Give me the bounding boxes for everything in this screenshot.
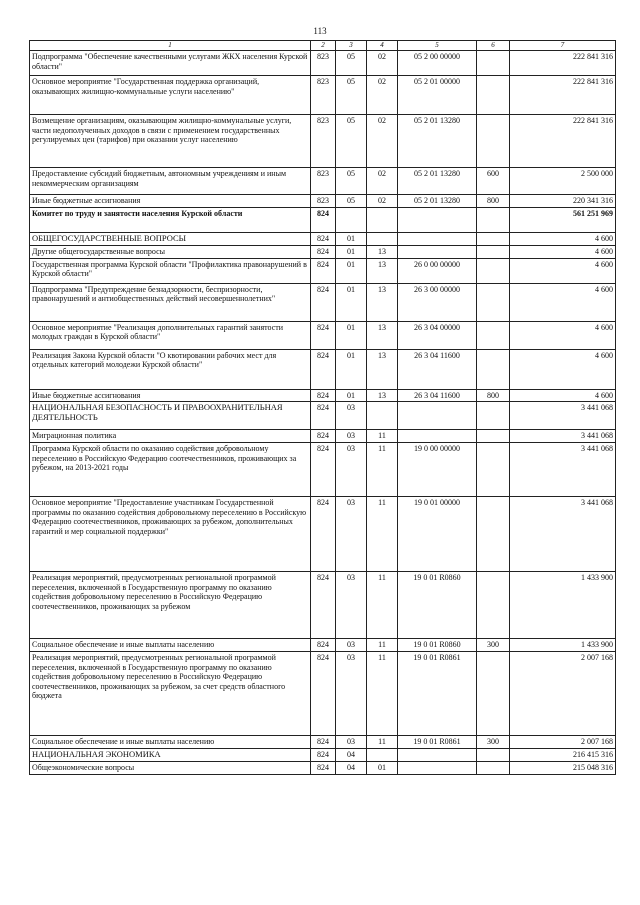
row-subsection-code [367,748,398,761]
row-expense-type [477,321,510,349]
table-row [30,389,616,402]
row-name: Реализация мероприятий, предусмотренных региональной программой переселения, включенной в Государственную программу по оказанию содействия добровольному переселению в Российскую Федерацию соотечественников, проживающих за рубежом, за счет средств областного бюджета [30,652,311,736]
row-name: Иные бюджетные ассигнования [30,389,311,402]
row-name: НАЦИОНАЛЬНАЯ БЕЗОПАСНОСТЬ И ПРАВООХРАНИТЕЛЬНАЯ ДЕЯТЕЛЬНОСТЬ [30,402,311,430]
row-ministry-code: 824 [311,246,336,259]
table-row [30,402,616,430]
budget-table [29,40,616,775]
row-amount: 1 433 900 [510,639,616,652]
row-target-article [398,233,477,246]
row-subsection-code: 01 [367,761,398,774]
row-ministry-code: 824 [311,233,336,246]
table-row [30,652,616,736]
row-section-code: 03 [336,736,367,749]
table-row [30,195,616,208]
row-name: Подпрограмма "Предупреждение безнадзорности, беспризорности, правонарушений и антиобщественных действий несовершеннолетних" [30,283,311,321]
row-amount: 4 600 [510,321,616,349]
row-name: Возмещение организациям, оказывающим жилищно-коммунальные услуги, части недополученных доходов в связи с применением государственных регулируемых цен (тарифов) при оказании услуг населению [30,115,311,168]
row-name: Социальное обеспечение и иные выплаты населению [30,736,311,749]
row-subsection-code: 11 [367,639,398,652]
column-header: 1 [30,41,311,51]
row-target-article [398,246,477,259]
row-target-article: 26 3 04 11600 [398,349,477,389]
row-target-article: 19 0 01 R0861 [398,736,477,749]
row-name: Социальное обеспечение и иные выплаты населению [30,639,311,652]
row-target-article [398,208,477,233]
row-subsection-code: 11 [367,497,398,572]
table-row [30,51,616,76]
row-amount: 1 433 900 [510,572,616,639]
row-expense-type [477,51,510,76]
row-section-code: 05 [336,195,367,208]
row-name: Основное мероприятие "Реализация дополнительных гарантий занятости молодых граждан в Курской области" [30,321,311,349]
row-target-article: 19 0 00 00000 [398,443,477,497]
row-section-code: 03 [336,402,367,430]
row-name: Реализация Закона Курской области "О квотировании рабочих мест для отдельных категорий молодежи Курской области" [30,349,311,389]
row-expense-type [477,258,510,283]
row-section-code: 03 [336,572,367,639]
row-amount: 222 841 316 [510,76,616,115]
table-row [30,761,616,774]
row-name: Основное мероприятие "Предоставление участникам Государственной программы по оказанию содействия добровольному переселению в Российскую Федерацию соотечественников, проживающих за рубежом, дополнительных гарантий и мер социальной поддержки" [30,497,311,572]
row-target-article: 19 0 01 R0860 [398,639,477,652]
column-header: 2 [311,41,336,51]
row-amount: 4 600 [510,258,616,283]
row-ministry-code: 824 [311,652,336,736]
row-target-article: 05 2 00 00000 [398,51,477,76]
row-expense-type [477,748,510,761]
row-name: Другие общегосударственные вопросы [30,246,311,259]
row-section-code: 05 [336,76,367,115]
row-name: ОБЩЕГОСУДАРСТВЕННЫЕ ВОПРОСЫ [30,233,311,246]
table-row [30,639,616,652]
row-expense-type [477,246,510,259]
row-expense-type [477,76,510,115]
row-expense-type [477,402,510,430]
row-name: Миграционная политика [30,430,311,443]
row-expense-type: 800 [477,389,510,402]
row-subsection-code: 02 [367,168,398,195]
row-name: Реализация мероприятий, предусмотренных региональной программой переселения, включенной в Государственную программу по оказанию содействия добровольному переселению в Российскую Федерацию соотечественников, проживающих за рубежом [30,572,311,639]
row-ministry-code: 823 [311,195,336,208]
row-name: Программа Курской области по оказанию содействия добровольному переселению в Российскую Федерацию соотечественников, проживающих за рубежом, на 2013-2021 годы [30,443,311,497]
row-section-code: 05 [336,115,367,168]
row-name: Основное мероприятие "Государственная поддержка организаций, оказывающих жилищно-коммунальные услуги населению" [30,76,311,115]
row-expense-type [477,233,510,246]
row-amount: 216 415 316 [510,748,616,761]
table-row [30,497,616,572]
row-expense-type [477,283,510,321]
row-expense-type [477,349,510,389]
row-expense-type [477,115,510,168]
row-amount: 3 441 068 [510,402,616,430]
row-ministry-code: 824 [311,748,336,761]
row-name: Подпрограмма "Обеспечение качественными услугами ЖКХ населения Курской области" [30,51,311,76]
row-expense-type [477,430,510,443]
column-header: 6 [477,41,510,51]
row-ministry-code: 824 [311,430,336,443]
row-section-code: 01 [336,258,367,283]
row-section-code [336,208,367,233]
row-target-article: 26 3 04 00000 [398,321,477,349]
row-amount: 4 600 [510,283,616,321]
row-section-code: 03 [336,639,367,652]
row-ministry-code: 824 [311,208,336,233]
row-subsection-code: 13 [367,246,398,259]
row-expense-type: 300 [477,736,510,749]
row-amount: 561 251 969 [510,208,616,233]
row-section-code: 03 [336,430,367,443]
row-amount: 4 600 [510,349,616,389]
row-amount: 3 441 068 [510,430,616,443]
row-target-article: 19 0 01 R0860 [398,572,477,639]
row-subsection-code: 13 [367,349,398,389]
row-subsection-code: 13 [367,283,398,321]
row-section-code: 04 [336,748,367,761]
row-ministry-code: 823 [311,51,336,76]
row-target-article [398,761,477,774]
table-row [30,443,616,497]
row-expense-type [477,443,510,497]
row-target-article: 05 2 01 13280 [398,168,477,195]
row-subsection-code: 11 [367,443,398,497]
row-subsection-code: 02 [367,115,398,168]
row-amount: 2 500 000 [510,168,616,195]
row-ministry-code: 824 [311,443,336,497]
row-section-code: 04 [336,761,367,774]
column-number-row [30,41,616,51]
row-subsection-code: 13 [367,258,398,283]
row-amount: 3 441 068 [510,497,616,572]
row-target-article: 05 2 01 13280 [398,195,477,208]
row-section-code: 03 [336,443,367,497]
row-target-article [398,748,477,761]
table-row [30,115,616,168]
table-row [30,208,616,233]
row-expense-type [477,497,510,572]
row-name: Комитет по труду и занятости населения Курской области [30,208,311,233]
row-ministry-code: 824 [311,761,336,774]
row-ministry-code: 824 [311,389,336,402]
row-section-code: 01 [336,389,367,402]
table-row [30,246,616,259]
row-expense-type [477,208,510,233]
row-subsection-code: 02 [367,195,398,208]
row-target-article: 19 0 01 R0861 [398,652,477,736]
row-section-code: 01 [336,233,367,246]
row-ministry-code: 824 [311,258,336,283]
row-amount: 4 600 [510,246,616,259]
table-row [30,76,616,115]
row-name: НАЦИОНАЛЬНАЯ ЭКОНОМИКА [30,748,311,761]
row-target-article [398,402,477,430]
row-section-code: 01 [336,246,367,259]
row-subsection-code: 13 [367,389,398,402]
row-amount: 4 600 [510,389,616,402]
column-header: 7 [510,41,616,51]
row-expense-type [477,652,510,736]
table-row [30,736,616,749]
row-amount: 222 841 316 [510,51,616,76]
row-subsection-code [367,402,398,430]
row-ministry-code: 824 [311,283,336,321]
row-ministry-code: 824 [311,572,336,639]
row-section-code: 05 [336,168,367,195]
row-section-code: 01 [336,349,367,389]
row-target-article: 26 0 00 00000 [398,258,477,283]
row-subsection-code [367,233,398,246]
row-subsection-code: 11 [367,652,398,736]
row-ministry-code: 824 [311,497,336,572]
row-subsection-code: 13 [367,321,398,349]
row-amount: 222 841 316 [510,115,616,168]
row-ministry-code: 823 [311,76,336,115]
row-subsection-code: 02 [367,51,398,76]
row-amount: 220 341 316 [510,195,616,208]
table-row [30,233,616,246]
row-target-article: 05 2 01 00000 [398,76,477,115]
row-amount: 3 441 068 [510,443,616,497]
table-row [30,748,616,761]
table-row [30,168,616,195]
row-amount: 215 048 316 [510,761,616,774]
row-target-article: 19 0 01 00000 [398,497,477,572]
row-expense-type: 800 [477,195,510,208]
table-row [30,349,616,389]
row-name: Иные бюджетные ассигнования [30,195,311,208]
row-section-code: 01 [336,321,367,349]
row-section-code: 01 [336,283,367,321]
row-ministry-code: 824 [311,349,336,389]
table-row [30,258,616,283]
row-name: Общеэкономические вопросы [30,761,311,774]
row-subsection-code: 11 [367,430,398,443]
row-target-article: 26 3 00 00000 [398,283,477,321]
row-ministry-code: 823 [311,115,336,168]
row-ministry-code: 823 [311,168,336,195]
row-amount: 2 007 168 [510,736,616,749]
row-target-article: 05 2 01 13280 [398,115,477,168]
row-amount: 4 600 [510,233,616,246]
row-target-article [398,430,477,443]
row-expense-type [477,572,510,639]
table-row [30,572,616,639]
row-expense-type [477,761,510,774]
row-name: Предоставление субсидий бюджетным, автономным учреждениям и иным некоммерческим организациям [30,168,311,195]
row-subsection-code [367,208,398,233]
row-expense-type: 600 [477,168,510,195]
column-header: 3 [336,41,367,51]
column-header: 5 [398,41,477,51]
row-ministry-code: 824 [311,639,336,652]
row-ministry-code: 824 [311,321,336,349]
row-name: Государственная программа Курской области "Профилактика правонарушений в Курской области" [30,258,311,283]
row-ministry-code: 824 [311,736,336,749]
row-subsection-code: 02 [367,76,398,115]
row-subsection-code: 11 [367,736,398,749]
table-row [30,283,616,321]
row-subsection-code: 11 [367,572,398,639]
row-expense-type: 300 [477,639,510,652]
row-section-code: 03 [336,652,367,736]
table-row [30,321,616,349]
row-section-code: 03 [336,497,367,572]
row-ministry-code: 824 [311,402,336,430]
row-section-code: 05 [336,51,367,76]
row-amount: 2 007 168 [510,652,616,736]
page-number: 113 [313,26,327,36]
row-target-article: 26 3 04 11600 [398,389,477,402]
column-header: 4 [367,41,398,51]
table-row [30,430,616,443]
